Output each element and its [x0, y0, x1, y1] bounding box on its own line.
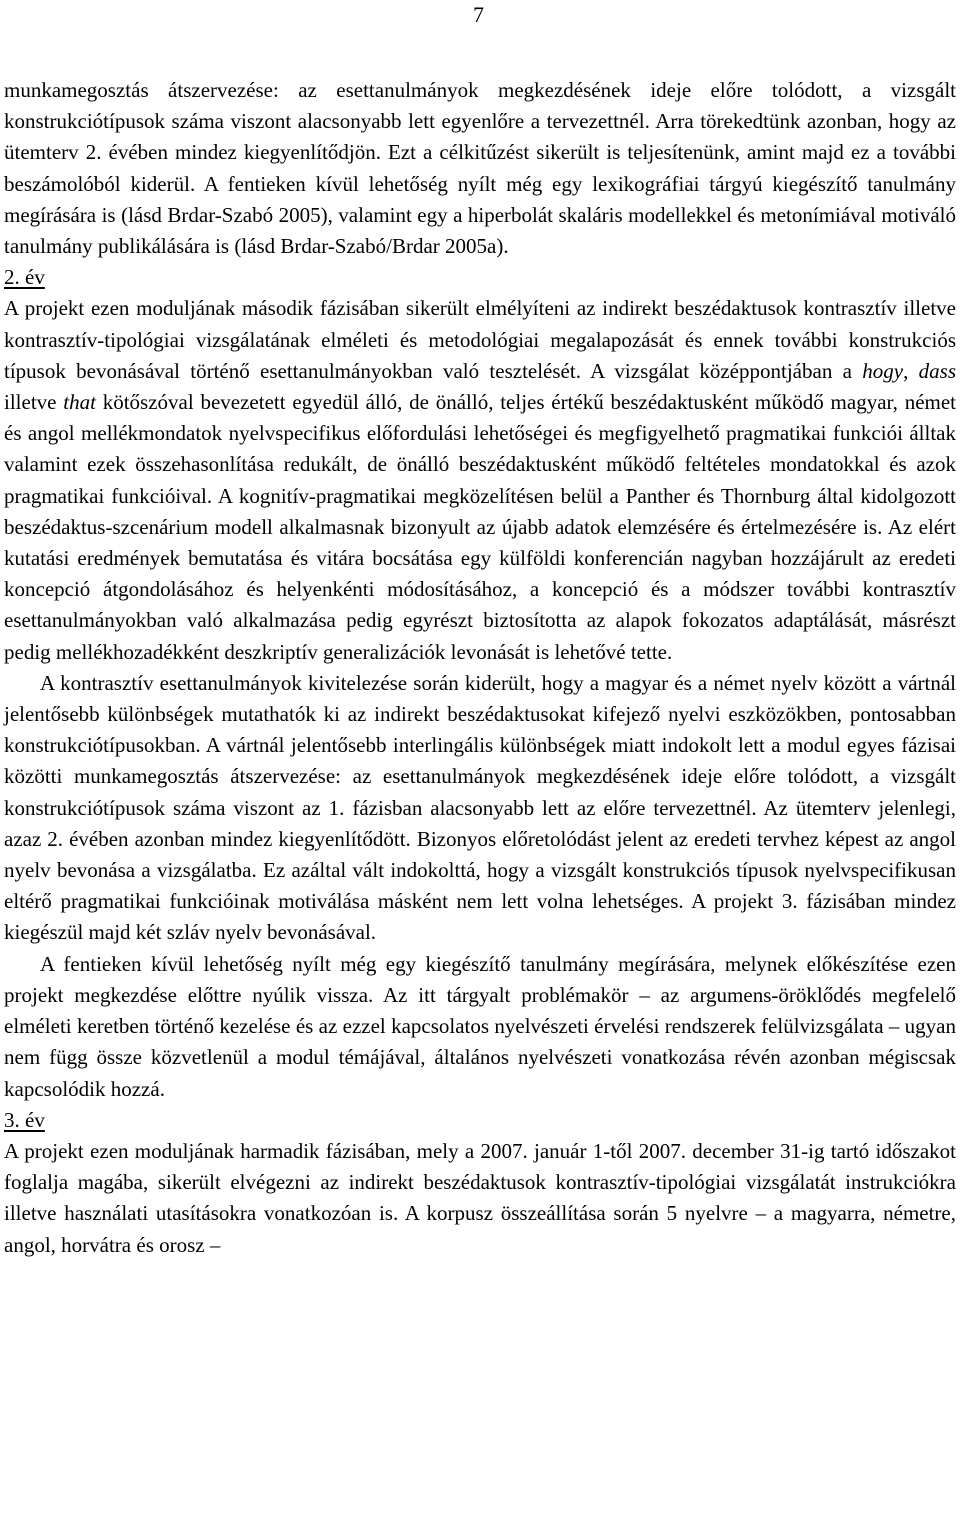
- text-run: ,: [903, 358, 919, 383]
- italic-term-dass: dass: [918, 358, 956, 383]
- italic-term-that: that: [63, 390, 96, 415]
- section-3-heading: 3. év: [4, 1107, 45, 1132]
- document-body: [4, 75, 956, 1261]
- section-3-paragraph-1: A projekt ezen moduljának harmadik fázisában, mely a 2007. január 1-től 2007. december 31-ig tartó időszakot foglalja magába, sikerült elvégezni az indirekt beszédaktusok kontrasztív-tipológiai vizsgálatát instrukciókra illetve használati utasításokra vonatkozóan is. A korpusz összeállítása során 5 nyelvre – a magyarra, németre, angol, horvátra és orosz –: [4, 1138, 956, 1257]
- text-run: A projekt ezen moduljának második fázisában sikerült elmélyíteni az indirekt beszédaktusok kontrasztív illetve kontrasztív-tipológiai vizsgálatának elméleti és metodológiai megalapozását és ennek további konstrukciós típusok bevonásával történő esettanulmányokban való tesztelését. A vizsgálat középpontjában a: [4, 296, 956, 383]
- section-2-paragraph-1: [4, 293, 956, 667]
- text-run: kötőszóval bevezetett egyedül álló, de önálló, teljes értékű beszédaktusként működő magyar, német és angol mellékmondatok nyelvspecifikus előfordulási lehetőségei és megfigyelhető pragmatikai funkciói álltak valamint ezek összehasonlítása redukált, de önálló beszédaktusként működő feltételes mondatokkal és azok pragmatikai funkcióival. A kognitív-pragmatikai megközelítésen belül a Panther és Thornburg által kidolgozott beszédaktus-szcenárium modell alkalmasnak bizonyult az újabb adatok elemzésére és értelmezésére is. Az elért kutatási eredmények bemutatása és vitára bocsátása egy külföldi konferencián nagyban hozzájárult az eredeti koncepció átgondolásához és helyenkénti módosításához, a koncepció és a módszer további kontrasztív esettanulmányokban való alkalmazása pedig egyrészt biztosította az alapok fokozatos adaptálását, másrészt pedig mellékhozadékként deszkriptív generalizációk levonását is lehetővé tette.: [4, 390, 957, 664]
- section-2-heading: 2. év: [4, 265, 45, 290]
- italic-term-hogy: hogy: [862, 358, 904, 383]
- text-run: illetve: [4, 390, 64, 415]
- page-number: 7: [473, 2, 484, 27]
- paragraph-intro: munkamegosztás átszervezése: az esettanulmányok megkezdésének ideje előre tolódott, a vizsgált konstrukciótípusok száma viszont alacsonyabb lett egyenlőre a tervezettnél. Arra törekedtünk azonban, hogy az ütemterv 2. évében mindez kiegyenlítődjön. Ezt a célkitűzést sikerült is teljesítenünk, amint majd ez a további beszámolóból kiderül. A fentieken kívül lehetőség nyílt még egy lexikográfiai tárgyú kiegészítő tanulmány megírására is (lásd Brdar-Szabó 2005), valamint egy a hiperbolát skaláris modellekkel és metonímiával motiváló tanulmány publikálására is (lásd Brdar-Szabó/Brdar 2005a).: [4, 78, 956, 259]
- section-2-paragraph-3: A fentieken kívül lehetőség nyílt még egy kiegészítő tanulmány megírására, melynek előkészítése ezen projekt megkezdése előttre nyúlik vissza. Az itt tárgyalt problémakör – az argumens-öröklődés megfelelő elméleti keretben történő kezelése és az ezzel kapcsolatos nyelvészeti érvelési rendszerek felülvizsgálata – ugyan nem függ össze közvetlenül a modul témájával, általános nyelvészeti vonatkozása révén azonban mégiscsak kapcsolódik hozzá.: [4, 951, 956, 1101]
- section-2-paragraph-2: A kontrasztív esettanulmányok kivitelezése során kiderült, hogy a magyar és a német nyelv között a vártnál jelentősebb különbségek mutathatók ki az indirekt beszédaktusokat kifejező nyelvi eszközökben, pontosabban konstrukciótípusokban. A vártnál jelentősebb interlingális különbségek miatt indokolt lett a modul egyes fázisai közötti munkamegosztás átszervezése: az esettanulmányok megkezdésének ideje előre tolódott, a vizsgált konstrukciótípusok száma viszont az 1. fázisban alacsonyabb lett az előre tervezettnél. Az ütemterv jelenlegi, azaz 2. évében azonban mindez kiegyenlítődött. Bizonyos előretolódást jelent az eredeti tervhez képest az angol nyelv bevonása a vizsgálatba. Ez azáltal vált indokolttá, hogy a vizsgált konstrukciós típusok nyelvspecifikusan eltérő pragmatikai funkcióinak motiválása másként nem lett volna lehetséges. A projekt 3. fázisában mindez kiegészül majd két szláv nyelv bevonásával.: [4, 670, 956, 945]
